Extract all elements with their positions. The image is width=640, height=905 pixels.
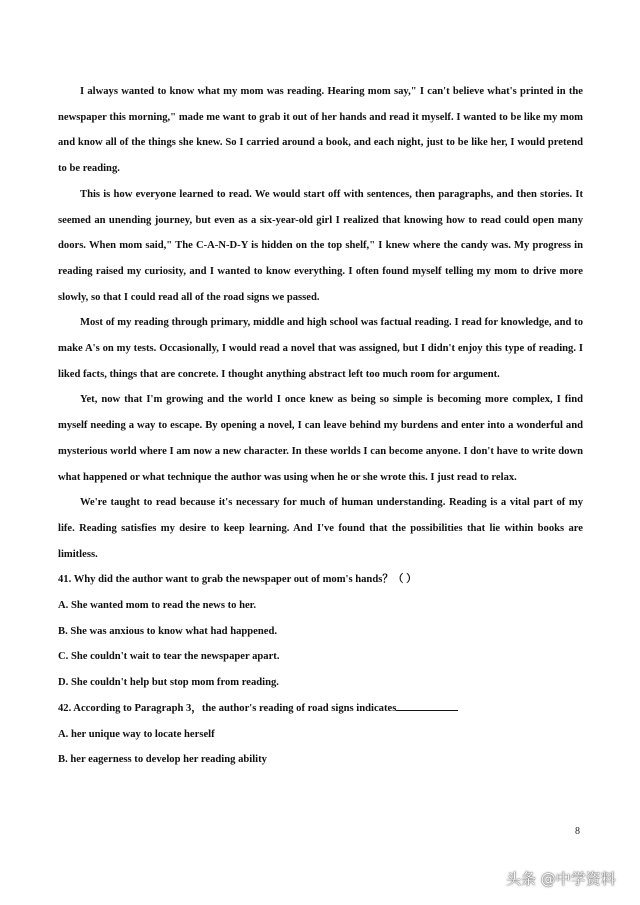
question-41-stem: 41. Why did the author want to grab the newspaper out of mom's hands？（ ） xyxy=(58,574,417,586)
question-42-stem: 42. According to Paragraph 3，the author's reading of road signs indicates xyxy=(58,702,397,714)
question-41-option-b: B. She was anxious to know what had happened. xyxy=(58,625,278,637)
question-42-option-a: A. her unique way to locate herself xyxy=(58,728,215,740)
question-41-option-c: C. She couldn't wait to tear the newspaper apart. xyxy=(58,651,280,663)
passage-paragraph-2: This is how everyone learned to read. We would start off with sentences, then paragraphs, and then stories. It seemed an unending journey, but even as a six-year-old girl I realized that knowing how to read could open many doors. When mom said," The C-A-N-D-Y is hidden on the top shelf," I knew where the candy was. My progress in reading raised my curiosity, and I wanted to know everything. I often found myself telling my mom to drive more slowly, so that I could read all of the road signs we passed. xyxy=(58,188,583,303)
passage-paragraph-4: Yet, now that I'm growing and the world I once knew as being so simple is becoming more complex, I find myself needing a way to escape. By opening a novel, I can leave behind my burdens and enter into a wonderful and mysterious world where I am now a new character. In these worlds I can become anyone. I don't have to write down what happened or what technique the author was using when he or she wrote this. I just read to relax. xyxy=(58,394,583,483)
question-42-option-b: B. her eagerness to develop her reading ability xyxy=(58,754,267,766)
passage-paragraph-1: I always wanted to know what my mom was reading. Hearing mom say," I can't believe what's printed in the newspaper this morning," made me want to grab it out of her hands and read it myself. I wanted to be like my mom and know all of the things she knew. So I carried around a book, and each night, just to be like her, I would pretend to be reading. xyxy=(58,86,583,175)
passage-paragraph-5: We're taught to read because it's necessary for much of human understanding. Reading is a vital part of my life. Reading satisfies my desire to keep learning. And I've found that the possibilities that lie within books are limitless. xyxy=(58,497,583,560)
page-content xyxy=(58,79,583,773)
passage-paragraph-3: Most of my reading through primary, middle and high school was factual reading. I read for knowledge, and to make A's on my tests. Occasionally, I would read a novel that was assigned, but I didn't enjoy this type of reading. I liked facts, things that are concrete. I thought anything abstract left too much room for argument. xyxy=(58,317,583,380)
question-41-option-a: A. She wanted mom to read the news to her. xyxy=(58,600,257,612)
watermark: 头条 @中学资料 xyxy=(506,870,616,888)
page-number: 8 xyxy=(575,826,580,837)
question-42-line xyxy=(58,696,583,722)
question-41-option-d: D. She couldn't help but stop mom from reading. xyxy=(58,677,279,689)
answer-blank xyxy=(396,700,458,711)
